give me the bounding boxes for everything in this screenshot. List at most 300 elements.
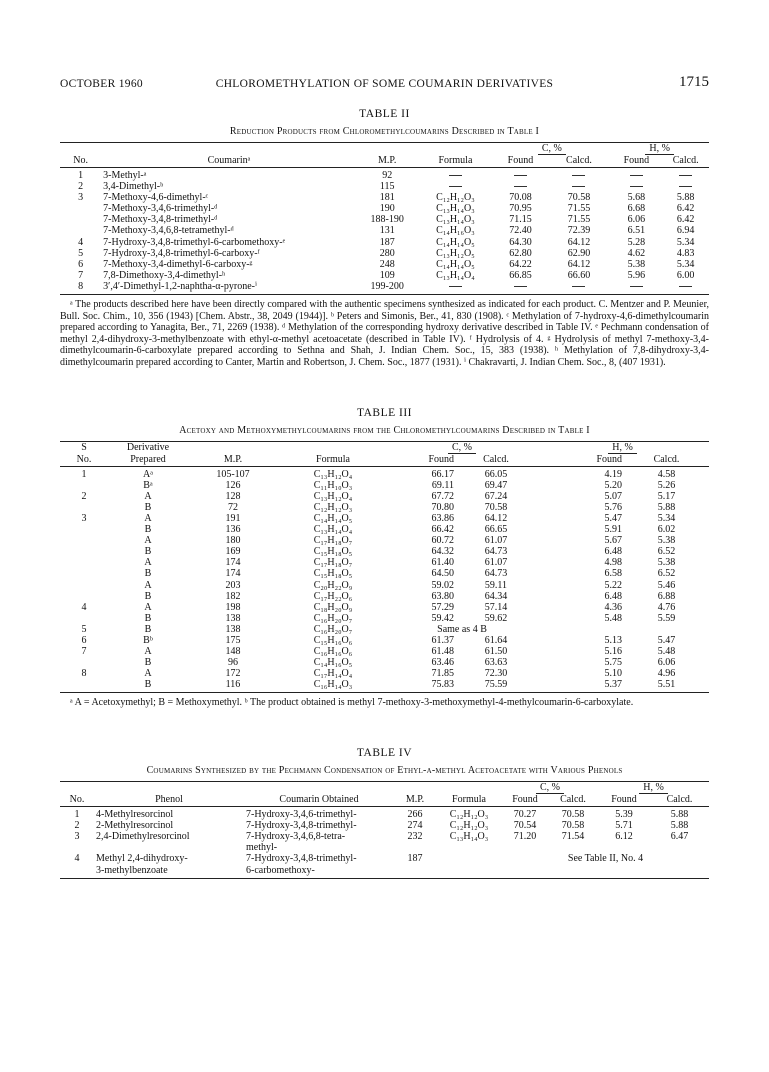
table-cell: 131	[379, 225, 395, 237]
table-cell: 4.96	[657, 668, 676, 680]
table-row	[60, 168, 709, 182]
table-cell	[418, 281, 494, 295]
table-cell: 7-Methoxy-3,4,6,8-tetramethyl-ᵈ	[103, 225, 234, 237]
table-cell: 70.08	[509, 192, 532, 204]
table4-column-header: Coumarin Obtained	[244, 794, 394, 807]
table-cell: 5.59	[657, 612, 676, 624]
table-cell: 5.88	[657, 501, 676, 513]
table-cell: 203	[225, 579, 241, 591]
table-2-group-c: C, %	[493, 143, 610, 156]
table-cell	[60, 480, 108, 491]
table3-column-header: Calcd.	[456, 454, 536, 467]
table-cell	[436, 842, 502, 853]
table-row	[60, 546, 709, 557]
table3-column-header: Calcd.	[624, 454, 709, 467]
table-cell: C₁₅H₁₈O₅	[313, 568, 353, 580]
table-cell: 64.12	[567, 258, 591, 270]
table-cell: 62.90	[567, 247, 591, 259]
table-cell	[493, 168, 547, 182]
table-cell: 126	[225, 479, 241, 491]
table-row	[60, 646, 709, 657]
table-cell: 64.50	[431, 568, 454, 580]
table-cell	[60, 657, 108, 668]
page-number: 1715	[679, 74, 709, 90]
table-cell: 63.63	[484, 657, 508, 669]
dash-mark	[572, 286, 585, 287]
table-cell: 5.39	[615, 809, 633, 821]
table-cell	[60, 546, 108, 557]
table-cell: 7-Hydroxy-3,4,8-trimethyl-6-carboxy-ᶠ	[103, 247, 260, 259]
table4-column-header: Calcd.	[650, 794, 709, 807]
table-cell: C₁₇H₂₂O₆	[313, 590, 353, 602]
table-row	[60, 679, 709, 693]
table-row	[60, 807, 709, 821]
table-row	[60, 466, 709, 480]
table-cell: C₁₂H₁₂O₃	[313, 501, 353, 513]
table-cell: 8	[78, 280, 84, 292]
table3-column-header: Found	[388, 454, 456, 467]
table-cell: 67.24	[484, 490, 508, 502]
running-head-date: OCTOBER 1960	[60, 78, 143, 90]
table-cell	[60, 580, 108, 591]
table-cell: 175	[225, 635, 241, 646]
table-cell: 188-190	[370, 214, 404, 226]
table2-column-header: Coumarinᵃ	[101, 155, 357, 168]
table-cell: 5.46	[657, 579, 676, 591]
table-cell: 3,4-Dimethyl-ᵇ	[103, 181, 164, 193]
table-cell: 5.13	[604, 635, 622, 646]
table-row	[60, 237, 709, 248]
table-cell: 70.80	[431, 501, 454, 513]
table-cell: 6.51	[627, 225, 646, 237]
dash-mark	[514, 186, 527, 187]
table-cell: 3-Methyl-ᵃ	[103, 170, 147, 181]
table-cell: B	[144, 501, 152, 513]
dash-mark	[630, 186, 643, 187]
table-cell: 6.48	[604, 590, 622, 602]
table-cell: 63.46	[431, 657, 454, 669]
table-cell	[650, 842, 709, 853]
table-cell: A	[144, 557, 152, 569]
table-cell: 7	[78, 269, 84, 281]
table-cell: A	[144, 601, 152, 613]
table-cell: 6.68	[627, 203, 646, 215]
table-cell: 5.20	[604, 479, 622, 491]
table-3-header-derivative: Derivative	[126, 442, 170, 454]
table4-column-header: Found	[598, 794, 650, 807]
table-cell: B	[144, 679, 152, 691]
table-cell: 6	[78, 258, 84, 270]
table-cell: 64.30	[509, 236, 532, 248]
table-cell: 72.40	[509, 225, 532, 237]
table-cell: 5.28	[627, 236, 646, 248]
table-row	[60, 281, 709, 295]
table-cell: 70.58	[567, 192, 591, 204]
table-cell: 5.47	[604, 512, 622, 524]
table-cell: C₁₆H₂₀O₇	[313, 623, 353, 635]
table-cell: 2	[74, 820, 80, 832]
table-row	[60, 635, 709, 646]
table4-column-header: Calcd.	[548, 794, 598, 807]
table-cell: 63.80	[431, 590, 454, 602]
table-cell: 61.48	[431, 646, 454, 658]
table-cell: 5.91	[604, 524, 622, 536]
table-cell: 5.51	[657, 679, 676, 691]
table-cell: 67.72	[431, 490, 454, 502]
table-cell: 70.95	[509, 203, 532, 215]
table-cell	[60, 591, 108, 602]
table-cell: C₁₈H₂₀O₉	[313, 601, 353, 613]
table3-column-header: Found	[536, 454, 624, 467]
table-cell: 6.00	[676, 269, 695, 281]
table-cell: 61.37	[431, 635, 454, 646]
table-cell: 62.80	[509, 247, 532, 259]
table2-column-header: Found	[610, 155, 662, 168]
table-cell	[610, 281, 662, 295]
table-cell: 6.02	[657, 524, 676, 536]
table-cell: 266	[407, 809, 423, 821]
table-cell: 64.12	[567, 236, 591, 248]
table-cell: 7-Hydroxy-3,4,8-trimethyl-	[246, 853, 357, 865]
dash-mark	[449, 286, 462, 287]
table-cell: C₁₄H₁₆O₅	[313, 657, 353, 669]
table-cell	[60, 214, 101, 225]
table-cell	[548, 168, 611, 182]
table-row	[60, 203, 709, 214]
table-cell: 6.88	[657, 590, 676, 602]
table-cell: C₂₀H₂₂O₉	[313, 579, 353, 591]
table-4-group-c: C, %	[502, 782, 598, 795]
table-cell	[650, 865, 709, 879]
table-2-group-h: H, %	[610, 143, 709, 156]
table-row	[60, 580, 709, 591]
table-cell: 115	[379, 181, 395, 193]
table-cell	[610, 168, 662, 182]
table-cell: 6.06	[627, 214, 646, 226]
table-cell: 7	[81, 646, 87, 658]
table-cell: 6.47	[670, 831, 689, 843]
journal-page	[60, 74, 709, 879]
table-cell	[662, 181, 709, 192]
dash-mark	[630, 175, 643, 176]
table-cell: C₁₃H₁₂O₄	[313, 490, 353, 502]
table-cell: 5.37	[604, 679, 622, 691]
table-cell: C₁₂H₁₂O₃	[449, 820, 489, 832]
table-cell: 4.58	[657, 468, 676, 480]
table-cell	[598, 865, 650, 879]
table3-column-header: Prepared	[108, 454, 188, 467]
table-cell	[502, 842, 548, 853]
table-cell: 5.48	[657, 646, 676, 658]
table-cell: 136	[225, 524, 241, 536]
table-cell: A	[144, 490, 152, 502]
table-cell: C₁₅H₁₈O₅	[313, 546, 353, 558]
table-cell	[418, 181, 494, 192]
dash-mark	[679, 175, 692, 176]
table-cell: 72	[228, 501, 238, 513]
table-cell: Same as 4 B	[437, 623, 487, 635]
table-2-block	[60, 108, 709, 369]
table-cell: 66.17	[431, 468, 454, 480]
table-cell: 66.85	[509, 269, 532, 281]
table-3-caption: Acetoxy and Methoxymethylcoumarins from the Chloromethylcoumarins Described in Table I	[179, 424, 590, 436]
table-cell: C₁₃H₁₄O₃	[436, 203, 475, 215]
dash-mark	[572, 186, 585, 187]
table-cell: 64.34	[484, 590, 508, 602]
table-cell: C₁₆H₂₀O₇	[313, 612, 353, 624]
table-cell: 3-methylbenzoate	[96, 864, 168, 876]
table-2-caption: Reduction Products from Chloromethylcoumarins Described in Table I	[229, 126, 540, 137]
table-cell: C₁₆H₁₄O₃	[313, 679, 353, 691]
table-cell: B	[144, 546, 152, 558]
table-cell: 182	[225, 590, 241, 602]
table-cell: 71.55	[567, 203, 591, 215]
table-4-label: TABLE IV	[356, 747, 413, 760]
table-cell: 7-Hydroxy-3,4,8-trimethyl-	[246, 820, 357, 832]
table-2	[60, 142, 709, 295]
table-cell: 5.38	[627, 258, 646, 270]
table-cell: 4.19	[604, 468, 622, 480]
table-cell: 169	[225, 546, 241, 558]
table-cell: 172	[225, 668, 241, 680]
table-cell: 3	[78, 192, 84, 204]
table-cell: 2	[81, 490, 87, 502]
table-cell: 5.96	[627, 269, 646, 281]
table-row	[60, 657, 709, 668]
table2-column-header: Calcd.	[548, 155, 611, 168]
table-cell: 64.12	[484, 512, 508, 524]
table2-column-header: Formula	[418, 155, 494, 168]
table-cell: 57.14	[484, 601, 508, 613]
table-cell	[394, 865, 436, 879]
table-cell: 174	[225, 557, 241, 569]
table-cell: C₁₃H₁₂O₄	[313, 468, 353, 480]
table-cell: 70.54	[513, 820, 537, 832]
table4-column-header: Formula	[436, 794, 502, 807]
table-cell: 248	[379, 258, 395, 270]
table-cell: 70.58	[484, 501, 508, 513]
table4-column-header: Phenol	[94, 794, 244, 807]
table-cell: 4.62	[627, 247, 646, 259]
table-cell: C₁₂H₁₂O₃	[436, 192, 475, 204]
table-cell	[418, 168, 494, 182]
table-cell	[60, 524, 108, 535]
table3-column-header: Formula	[278, 454, 388, 467]
table-cell	[548, 865, 598, 879]
table-cell: 5.10	[604, 668, 622, 680]
table-row	[60, 524, 709, 535]
table-cell: A	[144, 512, 152, 524]
table3-column-header: M.P.	[188, 454, 278, 467]
table-cell: 71.54	[561, 831, 585, 843]
table-cell: 4.76	[657, 601, 676, 613]
table-cell	[436, 853, 502, 864]
table-cell: 191	[225, 512, 241, 524]
table-row	[60, 668, 709, 679]
table-cell: 5	[78, 247, 84, 259]
table-row	[60, 568, 709, 579]
dash-mark	[679, 186, 692, 187]
dash-mark	[449, 175, 462, 176]
table-cell: 61.50	[484, 646, 508, 658]
table-cell: Bᵇ	[143, 635, 153, 646]
table-cell	[60, 842, 94, 853]
table-row	[60, 214, 709, 225]
table-cell: 69.11	[431, 479, 454, 491]
table-cell: 64.73	[484, 568, 508, 580]
table-cell	[60, 568, 108, 579]
table-cell: 180	[225, 535, 241, 547]
table-cell: 5.34	[676, 258, 695, 270]
table-row	[60, 591, 709, 602]
table-cell: 4-Methylresorcinol	[96, 809, 174, 821]
table-cell: B	[144, 657, 152, 669]
table-cell	[94, 842, 244, 853]
table-cell: 92	[382, 170, 393, 181]
table-cell: 72.39	[567, 225, 591, 237]
table-cell: 7,8-Dimethoxy-3,4-dimethyl-ʰ	[103, 269, 226, 281]
table-cell: 70.58	[561, 820, 585, 832]
table-row	[60, 270, 709, 281]
table-cell: C₁₇H₁₈O₇	[313, 557, 353, 569]
table-cell: C₁₆H₁₆O₆	[313, 646, 353, 658]
table-cell	[548, 281, 611, 295]
table-cell: 70.58	[561, 809, 585, 821]
table-row	[60, 192, 709, 203]
table-cell: 5.22	[604, 579, 622, 591]
table-cell	[60, 225, 101, 236]
table-2-footnote-text: ᵃ The products described here have been directly compared with the authentic specimens synthesized as indicated for each product. C. Mentzer and P. Meunier, Bull. Soc. Chim., 10, 356 (1943) [Chem. Abstr., 38, 2049 (1944)]. ᵇ Peters and Simonis, Ber., 41, 830 (1908). ᶜ Methylation of 7-hydroxy-4,6-dimethylcoumarin prepared according to Yanagita, Ber., 71, 2269 (1938). ᵈ Methylation of the corresponding hydroxy derivative described in Table IV. ᵉ Pechmann condensation of methyl 2,4-dihydroxy-3-methylbenzoate with ethyl-α-methyl acetoacetate (described in Table IV). ᶠ Hydrolysis of 4. ᵍ Hydrolysis of methyl 7-methoxy-3,4-dimethylcoumarin-6-carboxylate prepared according to Sethna and Shah, J. Indian Chem. Soc., 15, 383 (1938). ʰ Methylation of 7,8-dihydroxy-3,4-dimethylcoumarin prepared according to Canter, Martin and Robertson, J. Chem. Soc., 1877 (1931). ⁱ Chakravarti, J. Indian Chem. Soc., 8, (407 1931).	[60, 299, 709, 368]
table-cell: 57.29	[431, 601, 454, 613]
table-cell	[610, 181, 662, 192]
table-cell: 5.38	[657, 535, 676, 547]
table-cell: 1	[78, 170, 84, 181]
table-cell: 5.88	[676, 192, 695, 204]
table-cell: 4.98	[604, 557, 622, 569]
table-cell: 138	[225, 612, 241, 624]
table-cell	[60, 865, 94, 879]
table-cell: 5.47	[657, 635, 676, 646]
table-cell: 187	[407, 853, 423, 865]
table-cell: 59.62	[484, 612, 508, 624]
table-cell: 190	[379, 203, 395, 215]
table-cell: 5.38	[657, 557, 676, 569]
table-row	[60, 831, 709, 842]
table-2-footnotes	[60, 299, 709, 369]
table-cell: 61.07	[484, 557, 508, 569]
running-head	[60, 74, 709, 96]
table-cell: 7-Methoxy-4,6-dimethyl-ᶜ	[103, 192, 209, 204]
table-cell: 5.34	[676, 236, 695, 248]
dash-mark	[630, 286, 643, 287]
table-cell	[502, 865, 548, 879]
table-cell: 6-carbomethoxy-	[246, 864, 315, 876]
table-cell: 7-Methoxy-3,4-dimethyl-6-carboxy-ᵍ	[103, 258, 253, 270]
dash-mark	[514, 286, 527, 287]
table-cell: 198	[225, 601, 241, 613]
table-cell: 63.86	[431, 512, 454, 524]
dash-mark	[679, 286, 692, 287]
table-cell: 66.05	[484, 468, 508, 480]
table-cell	[60, 557, 108, 568]
table-cell: 59.42	[431, 612, 454, 624]
table-cell: 71.15	[509, 214, 532, 226]
table-cell: 5.75	[604, 657, 622, 669]
table-cell	[493, 181, 547, 192]
table-cell: 6.42	[676, 203, 695, 215]
table-cell: 4.83	[676, 247, 695, 259]
table-row	[60, 865, 709, 879]
table-row	[60, 820, 709, 831]
dash-mark	[449, 186, 462, 187]
dash-mark	[572, 175, 585, 176]
table-3-group-c: C, %	[388, 441, 536, 454]
table-4-caption: Coumarins Synthesized by the Pechmann Condensation of Ethyl-α-methyl Acetoacetate with Various Phenols	[146, 765, 623, 777]
table-cell: 5.34	[657, 512, 676, 524]
table-cell: 274	[407, 820, 423, 832]
table-cell: 75.83	[431, 679, 454, 691]
table-cell: 4	[74, 853, 80, 865]
table-cell: 7-Methoxy-3,4,6-trimethyl-ᵈ	[103, 203, 218, 215]
table-cell: 71.55	[567, 214, 591, 226]
table-cell: 5.17	[657, 490, 676, 502]
table-cell: 75.59	[484, 679, 508, 691]
table-cell: 6	[81, 635, 87, 646]
table-cell: 61.40	[431, 557, 454, 569]
table-cell: C₁₄H₁₄O₅	[436, 258, 475, 270]
table-cell: 199-200	[370, 280, 404, 292]
table-cell	[436, 865, 502, 879]
table-cell: 3	[74, 831, 80, 843]
table-cell	[493, 281, 547, 295]
table-cell: 5.07	[604, 490, 622, 502]
table-cell: 61.64	[484, 635, 508, 646]
table-cell: 232	[407, 831, 423, 843]
table-cell: 3	[81, 512, 87, 524]
table-cell: 64.73	[484, 546, 508, 558]
table2-column-header: Found	[493, 155, 547, 168]
dash-mark	[514, 175, 527, 176]
table-cell: 5.67	[604, 535, 622, 547]
table-cell: C₁₂H₁₂O₃	[449, 809, 489, 821]
table-cell: Bᵃ	[143, 479, 153, 491]
table-row	[60, 557, 709, 568]
table-3-header-s: S	[81, 442, 87, 454]
table-row	[60, 181, 709, 192]
table-cell: B	[144, 590, 152, 602]
table-row	[60, 535, 709, 546]
table-cell: 4	[78, 236, 84, 248]
table-cell: methyl-	[246, 842, 278, 854]
table-cell	[60, 535, 108, 546]
table-cell: 6.42	[676, 214, 695, 226]
table-cell	[624, 624, 709, 635]
table-cell	[394, 842, 436, 853]
table-cell: 7-Hydroxy-3,4,6-trimethyl-	[246, 809, 357, 821]
table-cell: 2-Methylresorcinol	[96, 820, 174, 832]
table-cell: 6.52	[657, 568, 676, 580]
table-cell: C₁₃H₁₄O₃	[449, 831, 489, 843]
table-row	[60, 502, 709, 513]
table-cell: 59.11	[484, 579, 508, 591]
table-cell: 66.42	[431, 524, 454, 536]
table-cell: 128	[225, 490, 241, 502]
table-cell: 5.71	[615, 820, 633, 832]
table-cell: 64.32	[431, 546, 454, 558]
table-cell: B	[144, 612, 152, 624]
table-cell: 96	[228, 657, 238, 669]
table-cell: 6.58	[604, 568, 622, 580]
